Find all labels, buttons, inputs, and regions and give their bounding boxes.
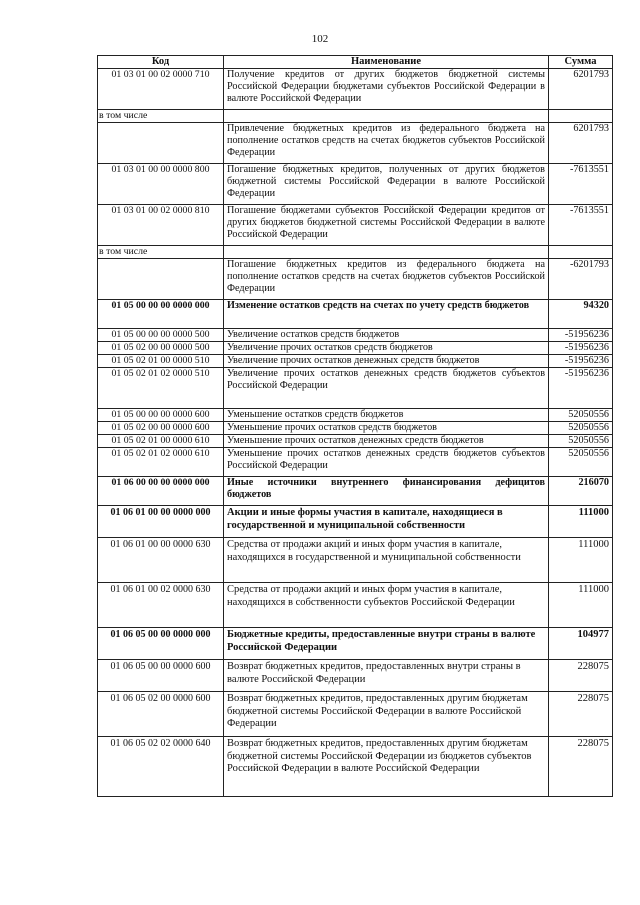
row-code: 01 06 01 00 02 0000 630 [98, 583, 224, 628]
table-row [98, 355, 613, 368]
row-sum: 111000 [549, 583, 613, 628]
table-row [98, 660, 613, 692]
row-code: 01 05 02 00 00 0000 600 [98, 422, 224, 435]
header-code: Код [98, 56, 224, 69]
row-code: 01 05 00 00 00 0000 500 [98, 329, 224, 342]
row-sum [549, 110, 613, 123]
table-row [98, 409, 613, 422]
row-name: Возврат бюджетных кредитов, предоставленных внутри страны в валюте Российской Федерации [224, 660, 549, 692]
row-code: 01 06 05 00 00 0000 000 [98, 628, 224, 660]
row-sum: -51956236 [549, 329, 613, 342]
header-name: Наименование [224, 56, 549, 69]
row-name: Привлечение бюджетных кредитов из федерального бюджета на пополнение остатков средств на счетах бюджетов субъектов Российской Федерации [224, 123, 549, 164]
row-code: 01 06 00 00 00 0000 000 [98, 477, 224, 506]
row-code: 01 06 05 00 00 0000 600 [98, 660, 224, 692]
row-name: Акции и иные формы участия в капитале, находящиеся в государственной и муниципальной собственности [224, 506, 549, 538]
row-code [98, 259, 224, 300]
row-code: 01 06 05 02 00 0000 600 [98, 692, 224, 737]
row-sum: 228075 [549, 737, 613, 797]
row-sum: 52050556 [549, 435, 613, 448]
table-row [98, 259, 613, 300]
table-row [98, 342, 613, 355]
table-row [98, 422, 613, 435]
budget-sources-table [97, 55, 613, 797]
table-row [98, 506, 613, 538]
table-row [98, 538, 613, 583]
row-code: 01 06 05 02 02 0000 640 [98, 737, 224, 797]
row-name: Уменьшение прочих остатков денежных средств бюджетов субъектов Российской Федерации [224, 448, 549, 477]
row-code: 01 05 00 00 00 0000 600 [98, 409, 224, 422]
row-code: 01 05 00 00 00 0000 000 [98, 300, 224, 329]
table-row [98, 435, 613, 448]
table-body [98, 69, 613, 797]
table-row [98, 329, 613, 342]
row-name: Получение кредитов от других бюджетов бюджетной системы Российской Федерации бюджетами субъектов Российской Федерации в валюте Российской Федерации [224, 69, 549, 110]
row-code: 01 05 02 00 00 0000 500 [98, 342, 224, 355]
row-sum: 52050556 [549, 422, 613, 435]
row-name: Уменьшение прочих остатков денежных средств бюджетов [224, 435, 549, 448]
row-code: 01 05 02 01 02 0000 510 [98, 368, 224, 409]
table-header-row [98, 56, 613, 69]
row-name: Погашение бюджетных кредитов, полученных от других бюджетов бюджетной системы Российской Федерации в валюте Российской Федерации [224, 164, 549, 205]
row-subheading: в том числе [98, 110, 224, 123]
row-name: Увеличение прочих остатков денежных средств бюджетов [224, 355, 549, 368]
table-row [98, 123, 613, 164]
table-row [98, 448, 613, 477]
table-row [98, 110, 613, 123]
row-sum: -7613551 [549, 205, 613, 246]
row-name: Погашение бюджетами субъектов Российской Федерации кредитов от других бюджетов бюджетной системы Российской Федерации в валюте Российской Федерации [224, 205, 549, 246]
row-name: Средства от продажи акций и иных форм участия в капитале, находящихся в государственной и муниципальной собственности [224, 538, 549, 583]
row-name: Изменение остатков средств на счетах по учету средств бюджетов [224, 300, 549, 329]
row-sum: -7613551 [549, 164, 613, 205]
row-code: 01 03 01 00 02 0000 710 [98, 69, 224, 110]
row-name: Иные источники внутреннего финансирования дефицитов бюджетов [224, 477, 549, 506]
row-name: Уменьшение остатков средств бюджетов [224, 409, 549, 422]
table-row [98, 368, 613, 409]
row-sum: 6201793 [549, 69, 613, 110]
row-sum: -51956236 [549, 355, 613, 368]
table-row [98, 164, 613, 205]
row-code [98, 123, 224, 164]
row-name: Возврат бюджетных кредитов, предоставленных другим бюджетам бюджетной системы Российской Федерации в валюте Российской Федерации [224, 692, 549, 737]
row-sum: 216070 [549, 477, 613, 506]
row-sum: -51956236 [549, 368, 613, 409]
row-sum: 52050556 [549, 409, 613, 422]
table-row [98, 477, 613, 506]
table-row [98, 692, 613, 737]
row-name: Бюджетные кредиты, предоставленные внутри страны в валюте Российской Федерации [224, 628, 549, 660]
table-row [98, 737, 613, 797]
table-row [98, 205, 613, 246]
row-name: Погашение бюджетных кредитов из федерального бюджета на пополнение остатков средств на счетах бюджетов субъектов Российской Федерации [224, 259, 549, 300]
row-code: 01 06 01 00 00 0000 000 [98, 506, 224, 538]
row-code: 01 05 02 01 00 0000 510 [98, 355, 224, 368]
row-name [224, 110, 549, 123]
row-code: 01 03 01 00 00 0000 800 [98, 164, 224, 205]
table-row [98, 300, 613, 329]
table-row [98, 583, 613, 628]
table-row [98, 69, 613, 110]
row-sum: -51956236 [549, 342, 613, 355]
header-sum: Сумма [549, 56, 613, 69]
table-row [98, 246, 613, 259]
row-sum: 6201793 [549, 123, 613, 164]
row-sum: -6201793 [549, 259, 613, 300]
page-number: 102 [311, 33, 329, 45]
row-name: Увеличение прочих остатков денежных средств бюджетов субъектов Российской Федерации [224, 368, 549, 409]
row-code: 01 05 02 01 02 0000 610 [98, 448, 224, 477]
row-sum: 111000 [549, 538, 613, 583]
table-row [98, 628, 613, 660]
row-sum: 111000 [549, 506, 613, 538]
row-name: Уменьшение прочих остатков средств бюджетов [224, 422, 549, 435]
row-name: Увеличение прочих остатков средств бюджетов [224, 342, 549, 355]
row-name: Увеличение остатков средств бюджетов [224, 329, 549, 342]
row-name: Возврат бюджетных кредитов, предоставленных другим бюджетам бюджетной системы Российской Федерации из бюджетов субъектов Российской Федерации в валюте Российской Федерации [224, 737, 549, 797]
row-subheading: в том числе [98, 246, 224, 259]
row-sum: 228075 [549, 692, 613, 737]
row-name [224, 246, 549, 259]
row-code: 01 03 01 00 02 0000 810 [98, 205, 224, 246]
row-sum: 52050556 [549, 448, 613, 477]
row-sum: 94320 [549, 300, 613, 329]
row-sum [549, 246, 613, 259]
row-sum: 228075 [549, 660, 613, 692]
row-sum: 104977 [549, 628, 613, 660]
row-code: 01 05 02 01 00 0000 610 [98, 435, 224, 448]
row-code: 01 06 01 00 00 0000 630 [98, 538, 224, 583]
row-name: Средства от продажи акций и иных форм участия в капитале, находящихся в собственности субъектов Российской Федерации [224, 583, 549, 628]
